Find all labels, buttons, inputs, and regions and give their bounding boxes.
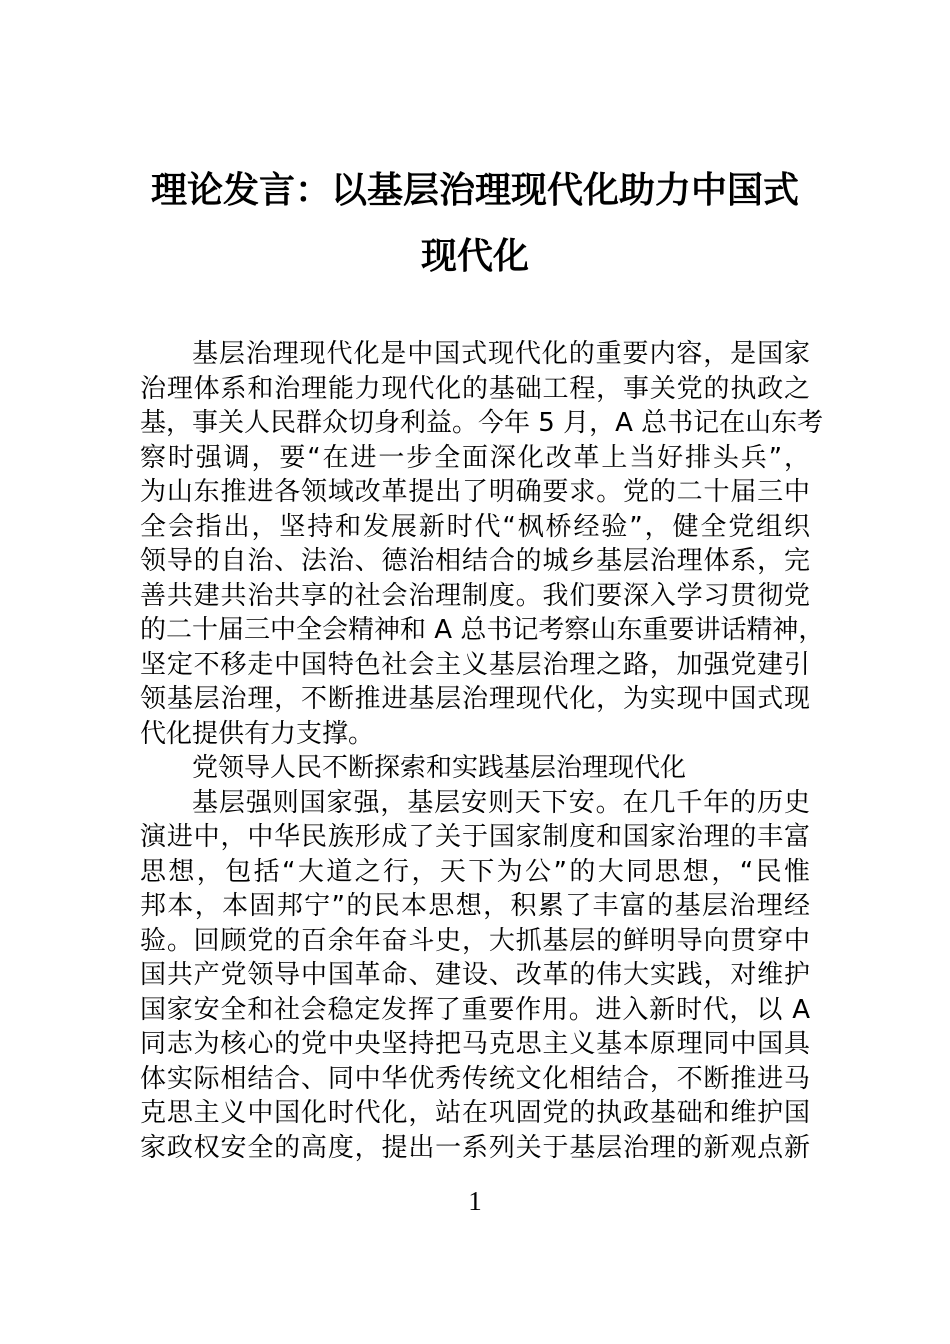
text-line: 全会指出，坚持和发展新时代“枫桥经验”，健全党组织 <box>140 511 810 542</box>
text-line: 体实际相结合、同中华优秀传统文化相结合，不断推进马 <box>140 1063 810 1094</box>
document-title-line-2: 现代化 <box>420 236 529 277</box>
text-line: 家政权安全的高度，提出一系列关于基层治理的新观点新 <box>140 1132 810 1163</box>
section-subheading: 党领导人民不断探索和实践基层治理现代化 <box>192 753 687 783</box>
text-line: 治理体系和治理能力现代化的基础工程，事关党的执政之 <box>140 373 810 404</box>
document-title-line-1: 理论发言：以基层治理现代化助力中国式 <box>150 170 799 211</box>
text-line: 邦本，本固邦宁”的民本思想，积累了丰富的基层治理经 <box>140 891 810 921</box>
text-line: 善共建共治共享的社会治理制度。我们要深入学习贯彻党 <box>140 580 810 611</box>
text-line: 同志为核心的党中央坚持把马克思主义基本原理同中国具 <box>140 1029 810 1059</box>
text-line: 领导的自治、法治、德治相结合的城乡基层治理体系，完 <box>140 546 810 576</box>
text-line: 基，事关人民群众切身利益。今年 5 月，A 总书记在山东考 <box>140 408 824 438</box>
text-line: 代化提供有力支撑。 <box>140 718 375 749</box>
document-title <box>125 0 825 290</box>
text-line: 察时强调，要“在进一步全面深化改革上当好排头兵”， <box>140 442 810 473</box>
paragraph-2 <box>140 786 810 1166</box>
paragraph-1 <box>140 337 825 751</box>
text-line: 演进中，中华民族形成了关于国家制度和国家治理的丰富 <box>140 822 810 852</box>
text-line: 国共产党领导中国革命、建设、改革的伟大实践，对维护 <box>140 960 810 990</box>
text-line: 为山东推进各领域改革提出了明确要求。党的二十届三中 <box>140 477 810 507</box>
text-line: 领基层治理，不断推进基层治理现代化，为实现中国式现 <box>140 684 810 714</box>
page-number: 1 <box>468 1186 482 1216</box>
text-line: 的二十届三中全会精神和 A 总书记考察山东重要讲话精神， <box>140 615 825 645</box>
text-line: 国家安全和社会稳定发挥了重要作用。进入新时代，以 A <box>140 994 810 1025</box>
text-line: 思想，包括“大道之行，天下为公”的大同思想，“民惟 <box>140 856 810 887</box>
text-line: 基层治理现代化是中国式现代化的重要内容，是国家 <box>192 339 810 369</box>
document-body <box>140 337 825 1165</box>
text-line: 克思主义中国化时代化，站在巩固党的执政基础和维护国 <box>140 1098 810 1128</box>
text-line: 验。回顾党的百余年奋斗史，大抓基层的鲜明导向贯穿中 <box>140 925 810 956</box>
text-line: 基层强则国家强，基层安则天下安。在几千年的历史 <box>192 787 810 818</box>
text-line: 坚定不移走中国特色社会主义基层治理之路，加强党建引 <box>140 649 810 680</box>
